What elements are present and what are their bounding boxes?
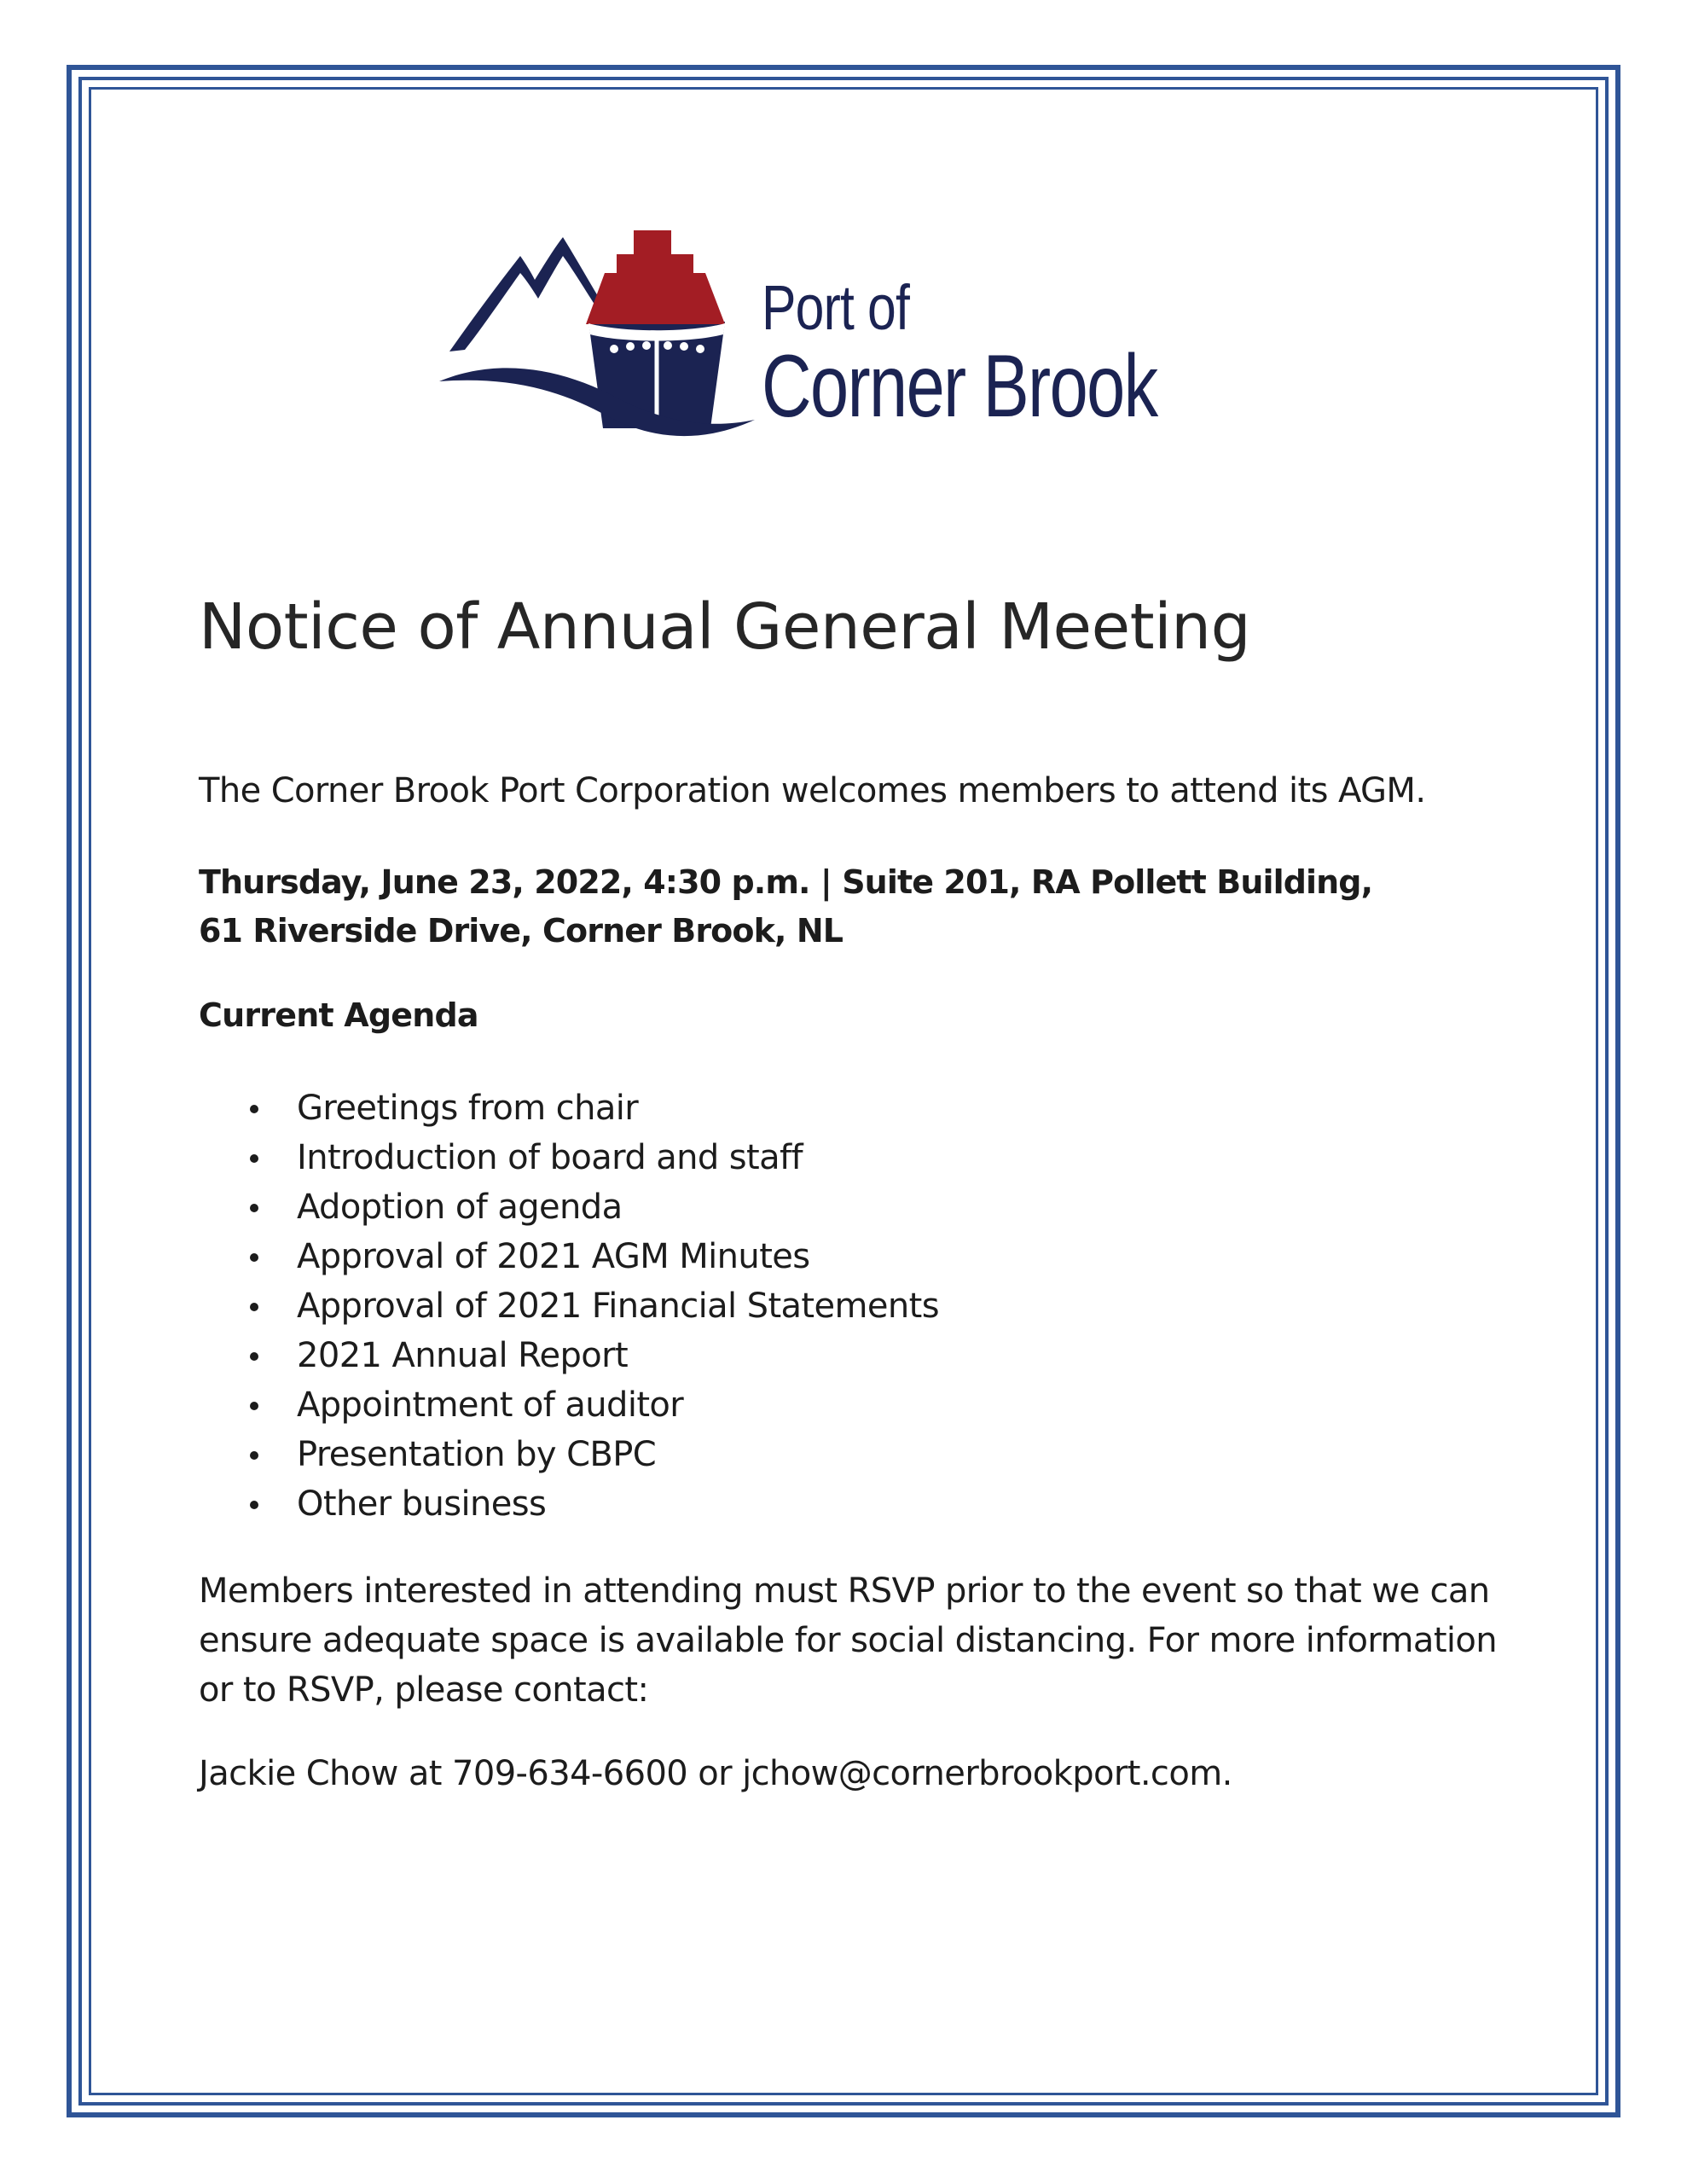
agenda-item-label: Appointment of auditor: [297, 1385, 684, 1425]
agenda-item-label: Presentation by CBPC: [297, 1435, 657, 1474]
list-item: [199, 1331, 939, 1380]
bullet-icon: [250, 1303, 258, 1311]
page-title: Notice of Annual General Meeting: [199, 590, 1251, 664]
logo-line-port-of: Port of: [762, 272, 910, 343]
bullet-icon: [250, 1204, 258, 1212]
event-details: [199, 858, 1372, 956]
agenda-item-label: Approval of 2021 Financial Statements: [297, 1287, 939, 1326]
list-item: [199, 1133, 939, 1182]
agenda-item-label: Adoption of agenda: [297, 1188, 623, 1227]
ship-icon: [439, 224, 755, 454]
event-date-line: Thursday, June 23, 2022, 4:30 p.m. | Suite 201, RA Pollett Building,: [199, 863, 1373, 901]
bullet-icon: [250, 1451, 258, 1460]
list-item: [199, 1083, 939, 1133]
agenda-item-label: Introduction of board and staff: [297, 1138, 803, 1177]
bullet-icon: [250, 1501, 258, 1509]
event-address-line: 61 Riverside Drive, Corner Brook, NL: [199, 912, 844, 950]
agenda-item-label: Greetings from chair: [297, 1089, 639, 1128]
bullet-icon: [250, 1402, 258, 1410]
bullet-icon: [250, 1352, 258, 1361]
bullet-icon: [250, 1154, 258, 1163]
rsvp-paragraph: Members interested in attending must RSVP prior to the event so that we can ensure adequate space is available for social distancing. For more information or to RSVP, please contact:: [199, 1571, 1498, 1710]
list-item: [199, 1182, 939, 1232]
list-item: [199, 1430, 939, 1479]
agenda-item-label: 2021 Annual Report: [297, 1336, 629, 1375]
list-item: [199, 1380, 939, 1430]
bullet-icon: [250, 1253, 258, 1262]
list-item: [199, 1479, 939, 1529]
logo-line-corner-brook: Corner Brook: [762, 337, 1157, 436]
contact-line: Jackie Chow at 709-634-6600 or jchow@cornerbrookport.com.: [199, 1754, 1232, 1793]
bullet-icon: [250, 1105, 258, 1113]
intro-paragraph: The Corner Brook Port Corporation welcomes members to attend its AGM.: [199, 771, 1426, 810]
list-item: [199, 1281, 939, 1331]
port-logo: [439, 224, 1190, 454]
agenda-list: [199, 1083, 939, 1529]
agenda-item-label: Other business: [297, 1484, 547, 1524]
logo-wordmark: [762, 224, 1188, 437]
agenda-item-label: Approval of 2021 AGM Minutes: [297, 1237, 810, 1276]
agenda-heading: Current Agenda: [199, 996, 478, 1034]
list-item: [199, 1232, 939, 1281]
